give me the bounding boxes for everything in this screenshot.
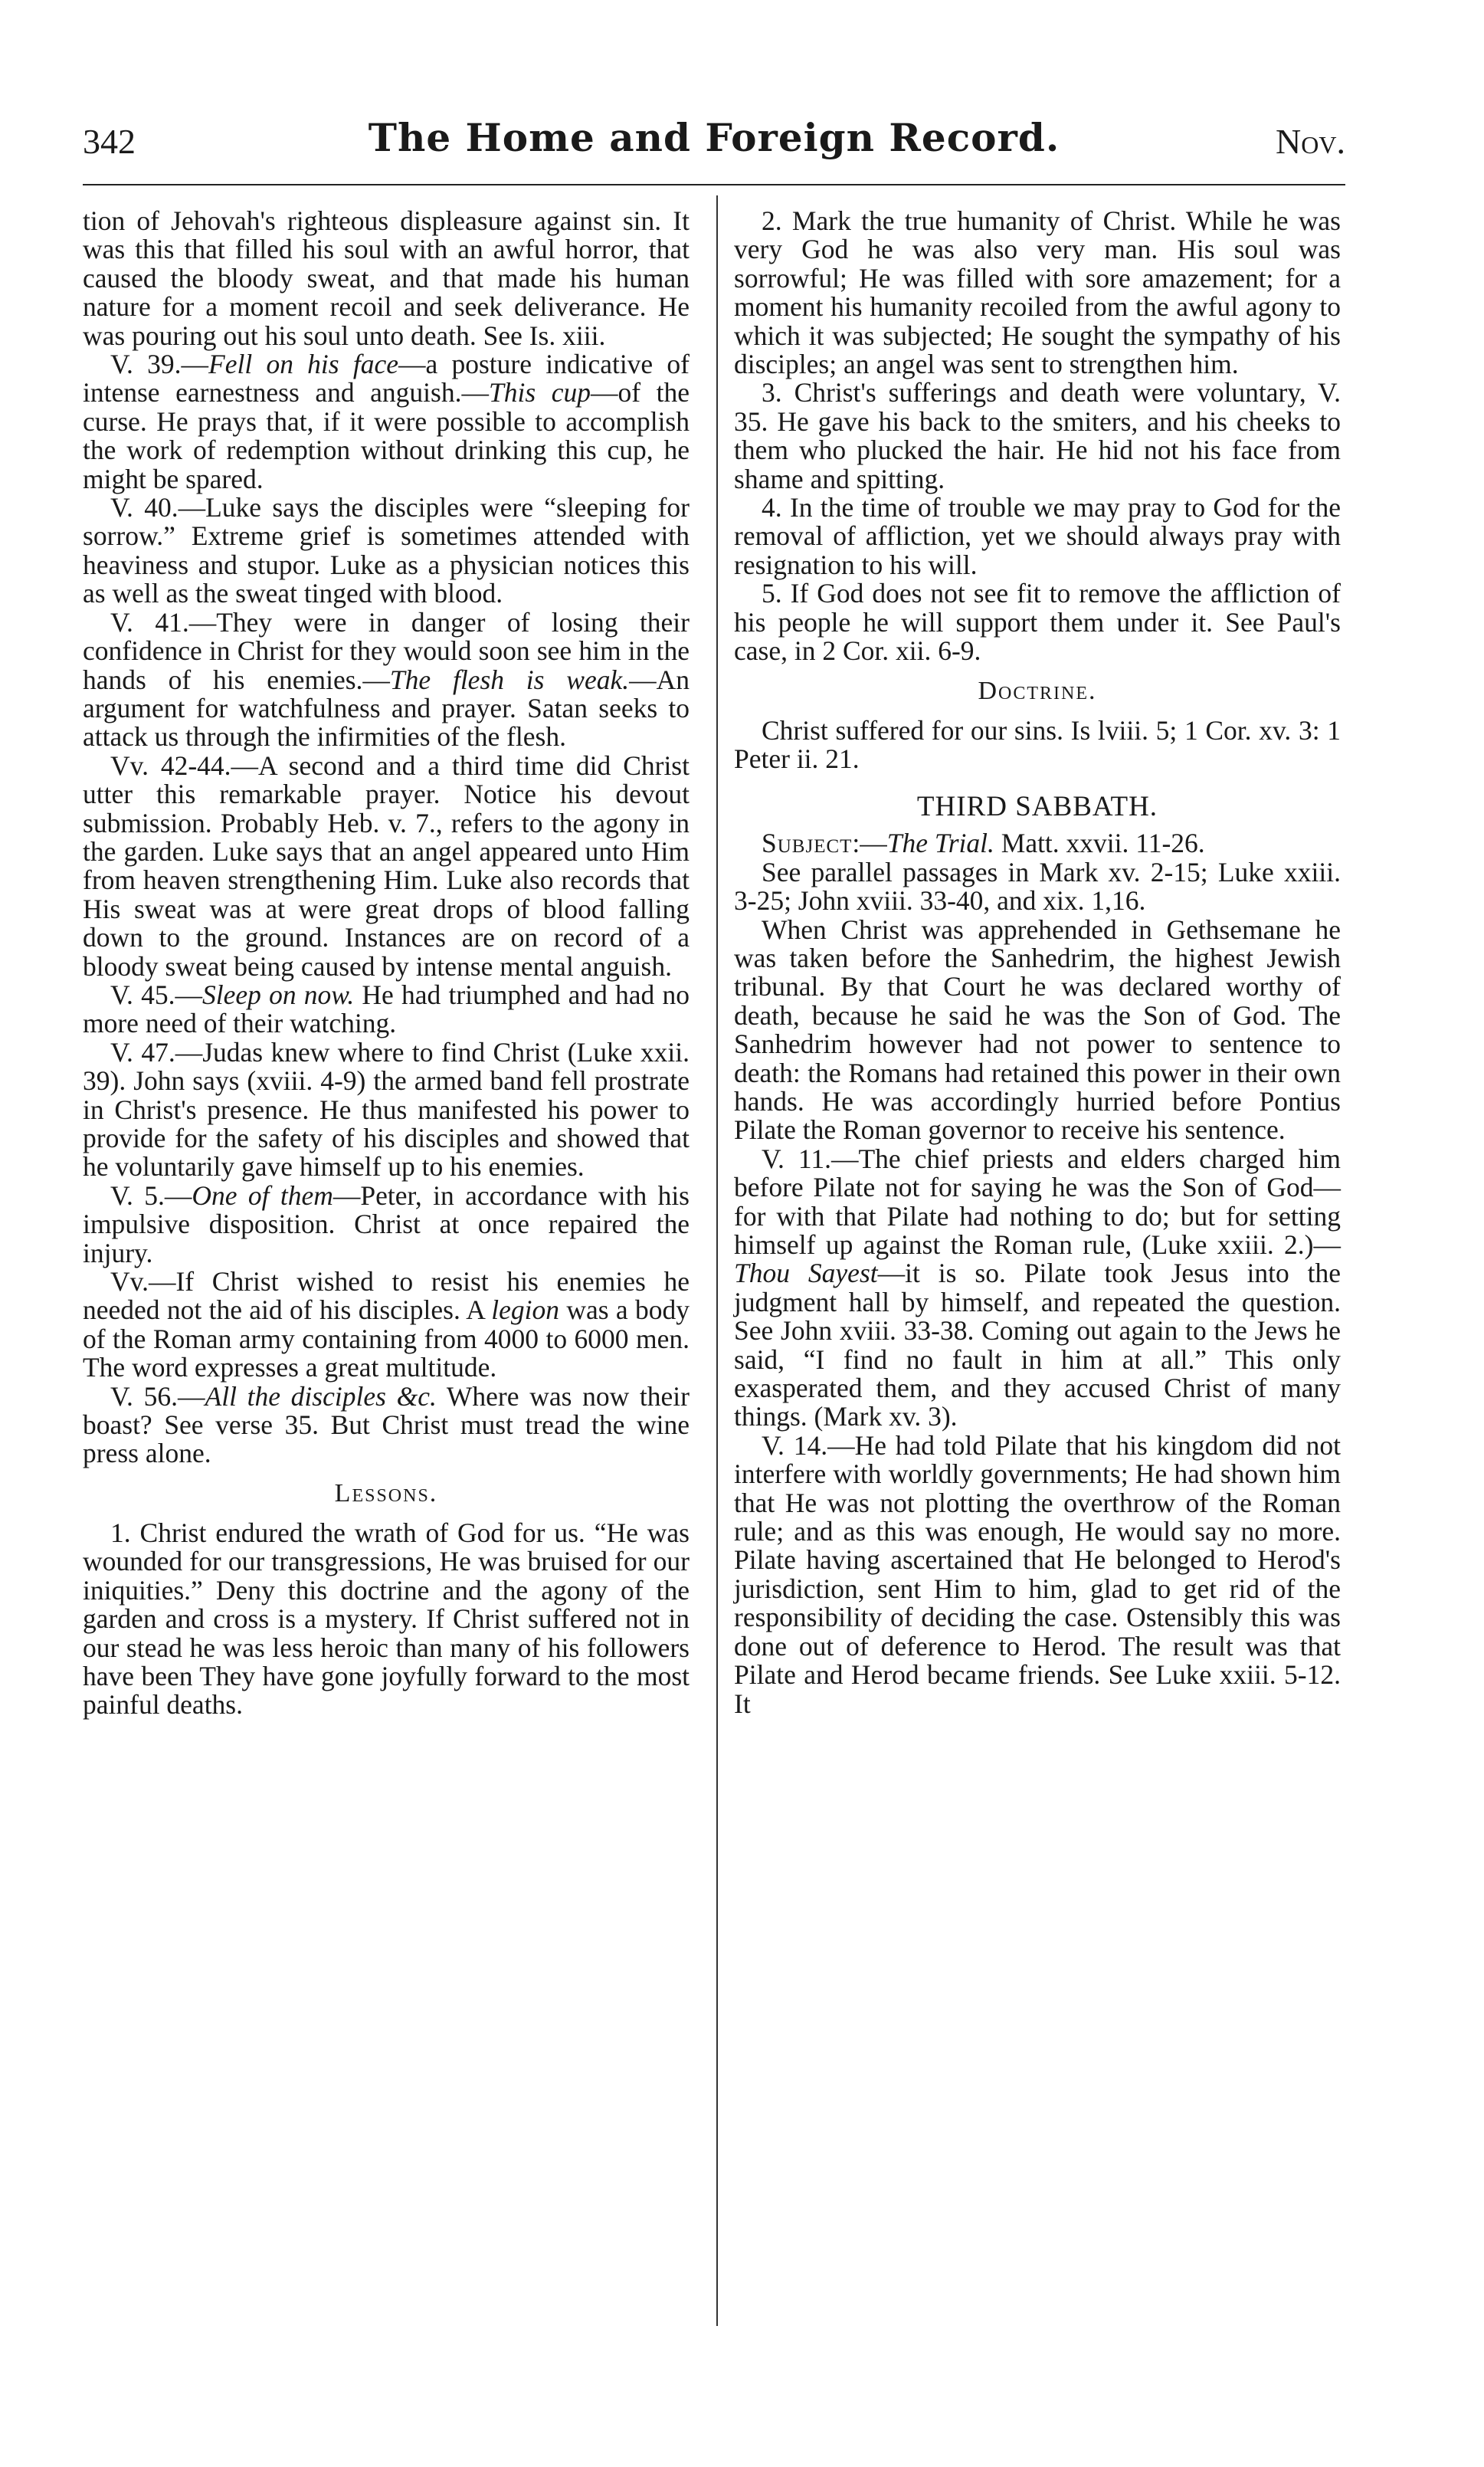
header-rule — [83, 184, 1345, 185]
running-head — [83, 115, 1345, 169]
lesson-5: 5. If God does not see fit to remove the affliction of his people he will support them under it. See Paul's case, in 2 Cor. xii. 6-9. — [734, 578, 1341, 667]
right-column — [734, 207, 1341, 1718]
verse-41-note: V. 41.—They were in danger of losing their confidence in Christ for they would soon see him in the hands of his enemies.—The flesh is weak.—An argument for watchfulness and prayer. Satan seeks to attack us through the infirmities of the flesh. — [83, 606, 690, 753]
lessons-heading: Lessons. — [334, 1478, 438, 1507]
doctrine-heading: Doctrine. — [978, 676, 1097, 705]
lesson-1: 1. Christ endured the wrath of God for us. “He was wounded for our transgressions, He was bruised for our iniquities.” Deny this doctrine and the agony of the garden and cross is a mystery. If Christ suffered not in our stead he was less heroic than many of his followers have been They have gone joyfully forward to the most painful deaths. — [83, 1517, 690, 1721]
verse-14-note: V. 14.—He had told Pilate that his kingdom did not interfere with worldly governments; He had shown him that He was not plotting the overthrow of the Roman rule; and as this was enough, He would say no more. Pilate having ascertained that He belonged to Herod's jurisdiction, sent Him to him, glad to get rid of the responsibility of deciding the case. Ostensibly this was done out of deference to Herod. The result was that Pilate and Herod became friends. See Luke xxiii. 5-12. It — [734, 1429, 1341, 1719]
doctrine-text: Christ suffered for our sins. Is lviii. 5; 1 Cor. xv. 3: 1 Peter ii. 21. — [734, 714, 1341, 774]
verse-47-note: V. 47.—Judas knew where to find Christ (Luke xxii. 39). John says (xviii. 4-9) the armed band fell prostrate in Christ's presence. He thus manifested his power to provide for the safety of his disciples and showed that he voluntarily gave himself up to his enemies. — [83, 1036, 690, 1183]
lesson-3: 3. Christ's sufferings and death were voluntary, V. 35. He gave his back to the smiters, and his cheeks to them who plucked the hair. He hid not his face from shame and spitting. — [734, 377, 1341, 494]
verse-40-note: V. 40.—Luke says the disciples were “sleeping for sorrow.” Extreme grief is sometimes attended with heaviness and stupor. Luke as a physician notices this as well as the sweat tinged with blood. — [83, 492, 690, 609]
verse-5-note: V. 5.—One of them—Peter, in accordance with his impulsive disposition. Christ at once repaired the injury. — [83, 1179, 690, 1268]
verse-56-note: V. 56.—All the disciples &c. Where was now their boast? See verse 35. But Christ must tread the wine press alone. — [83, 1380, 690, 1469]
left-column — [83, 207, 690, 1720]
issue-month: Nov. — [1276, 122, 1345, 161]
journal-title: The Home and Foreign Record. — [368, 115, 1060, 160]
lesson-4: 4. In the time of trouble we may pray to God for the removal of affliction, yet we should always pray with resignation to his will. — [734, 492, 1341, 580]
third-sabbath-heading: THIRD SABBATH. — [916, 791, 1158, 823]
paragraph-continuation: tion of Jehovah's righteous displeasure against sin. It was this that filled his soul with an awful horror, that caused the bloody sweat, and that made his human nature for a moment recoil and seek deliverance. He was pouring out his soul unto death. See Is. xiii. — [83, 205, 690, 351]
verses-42-44-note: Vv. 42-44.—A second and a third time did Christ utter this remarkable prayer. Notice his devout submission. Probably Heb. v. 7., refers to the agony in the garden. Luke says that an angel appeared unto Him from heaven strengthening Him. Luke also records that His sweat was at were great drops of blood falling down to the ground. Instances are on record of a bloody sweat being caused by intense mental anguish. — [83, 750, 690, 982]
verse-39-note: V. 39.—Fell on his face—a posture indicative of intense earnestness and anguish.—This cup—of the curse. He prays that, if it were possible to accomplish the work of redemption without drinking this cup, he might be spared. — [83, 349, 690, 494]
verse-11-note: V. 11.—The chief priests and elders charged him before Pilate not for saying he was the Son of God—for with that Pilate had nothing to do; but for setting himself up against the Roman rule, (Luke xxiii. 2.)—Thou Sayest—it is so. Pilate took Jesus into the judgment hall by himself, and repeated the question. See John xviii. 33-38. Coming out again to the Jews he said, “I find no fault in him at all.” This only exasperated them, and they accused Christ of many things. (Mark xv. 3). — [734, 1143, 1341, 1432]
page-number: 342 — [83, 122, 136, 161]
verse-45-note: V. 45.—Sleep on now. He had triumphed and had no more need of their watching. — [83, 979, 690, 1039]
verses-legion-note: Vv.—If Christ wished to resist his enemies he needed not the aid of his disciples. A legion was a body of the Roman army containing from 4000 to 6000 men. The word expresses a great multitude. — [83, 1266, 690, 1383]
column-divider — [716, 195, 718, 2326]
parallel-passages: See parallel passages in Mark xv. 2-15; Luke xxiii. 3-25; John xviii. 33-40, and xix. 1,16. — [734, 856, 1341, 917]
subject-line: Subject:—The Trial. Matt. xxvii. 11-26. — [762, 828, 1205, 859]
lesson-2: 2. Mark the true humanity of Christ. While he was very God he was also very man. His soul was sorrowful; He was filled with sore amazement; for a moment his humanity recoiled from the awful agony to which it was subjected; He sought the sympathy of his disciples; an angel was sent to strengthen him. — [734, 205, 1341, 380]
trial-introduction: When Christ was apprehended in Gethsemane he was taken before the Sanhedrim, the highest Jewish tribunal. By that Court he was declared worthy of death, because he said he was the Son of God. The Sanhedrim however had not power to sentence to death: the Romans had retained this power in their own hands. He was accordingly hurried before Pontius Pilate the Roman governor to receive his sentence. — [734, 914, 1341, 1146]
